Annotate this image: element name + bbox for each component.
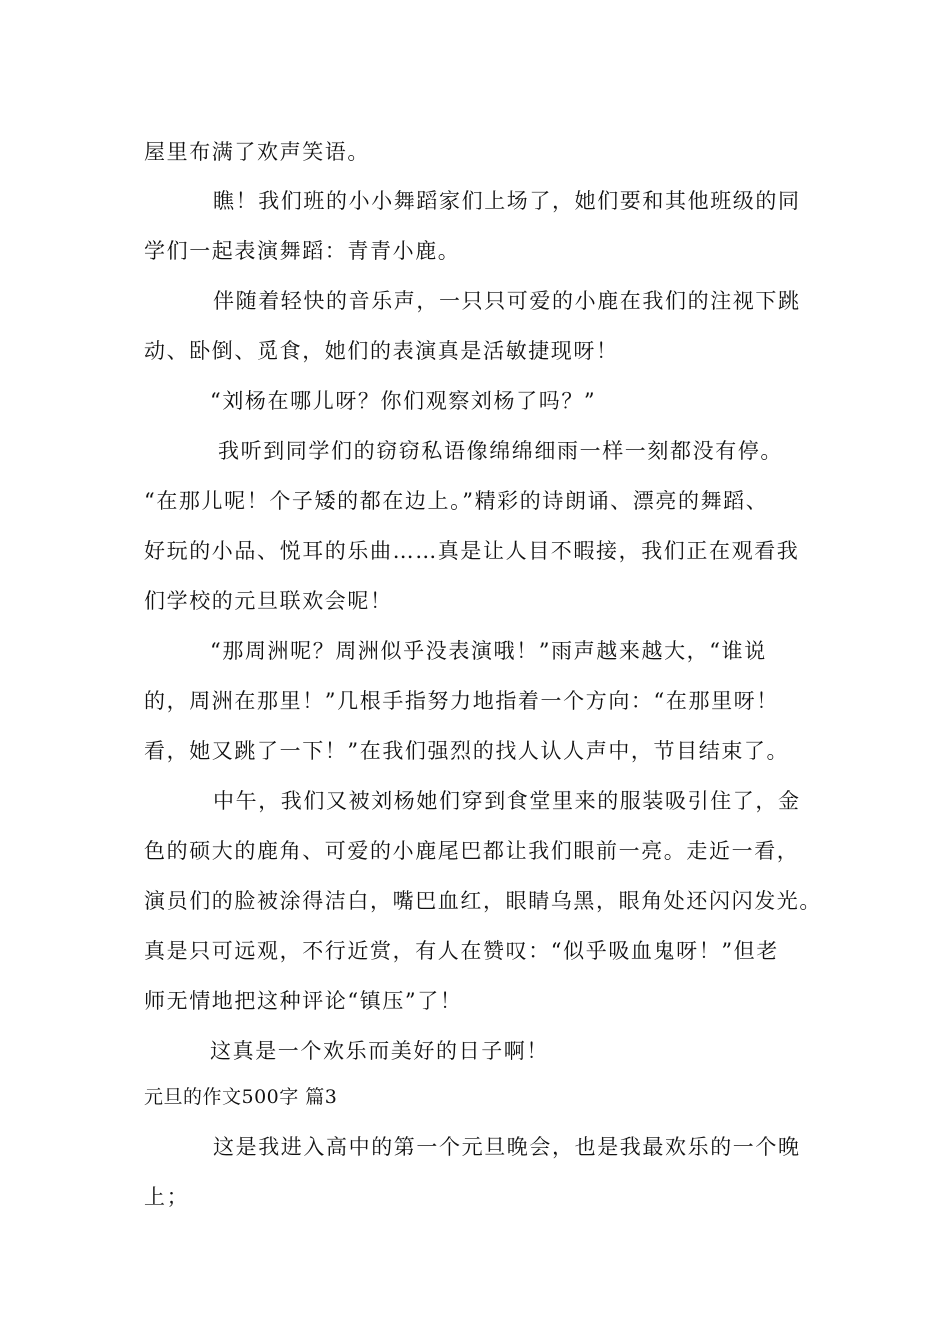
paragraph-line: 这真是一个欢乐而美好的日子啊！	[210, 1039, 549, 1063]
paragraph-line: 上；	[144, 1185, 190, 1209]
section-heading: 元旦的作文500字 篇3	[144, 1086, 338, 1108]
paragraph-line: 伴随着轻快的音乐声，一只只可爱的小鹿在我们的注视下跳	[213, 289, 801, 313]
paragraph-line: 色的硕大的鹿角、可爱的小鹿尾巴都让我们眼前一亮。走近一看，	[144, 839, 800, 863]
paragraph-line: 屋里布满了欢声笑语。	[144, 140, 370, 164]
paragraph-line: 看，她又跳了一下！”在我们强烈的找人认人声中，节目结束了。	[144, 739, 790, 763]
paragraph-line: 动、卧倒、觅食，她们的表演真是活敏捷现呀！	[144, 339, 619, 363]
paragraph-line: 这是我进入高中的第一个元旦晚会，也是我最欢乐的一个晚	[213, 1135, 801, 1159]
paragraph-line: 师无情地把这种评论“镇压”了！	[144, 989, 463, 1013]
paragraph-line: 的，周洲在那里！”几根手指努力地指着一个方向：“在那里呀！	[144, 689, 779, 713]
paragraph-line: “那周洲呢？周洲似乎没表演哦！”雨声越来越大，“谁说	[210, 639, 767, 663]
paragraph-line: 瞧！我们班的小小舞蹈家们上场了，她们要和其他班级的同	[213, 189, 801, 213]
paragraph-line: 我听到同学们的窃窃私语像绵绵细雨一样一刻都没有停。	[218, 439, 783, 463]
paragraph-line: 演员们的脸被涂得洁白，嘴巴血红，眼睛乌黑，眼角处还闪闪发光。	[144, 889, 822, 913]
paragraph-line: 真是只可远观，不行近赏，有人在赞叹：“似乎吸血鬼呀！”但老	[144, 939, 779, 963]
paragraph-line: 们学校的元旦联欢会呢！	[144, 589, 393, 613]
paragraph-line: 中午，我们又被刘杨她们穿到食堂里来的服装吸引住了，金	[213, 789, 801, 813]
paragraph-line: 学们一起表演舞蹈：青青小鹿。	[144, 239, 461, 263]
paragraph-line: 好玩的小品、悦耳的乐曲……真是让人目不暇接，我们正在观看我	[144, 539, 800, 563]
paragraph-line: “在那儿呢！个子矮的都在边上。”精彩的诗朗诵、漂亮的舞蹈、	[144, 489, 769, 513]
paragraph-line: “刘杨在哪儿呀？你们观察刘杨了吗？”	[210, 389, 597, 413]
